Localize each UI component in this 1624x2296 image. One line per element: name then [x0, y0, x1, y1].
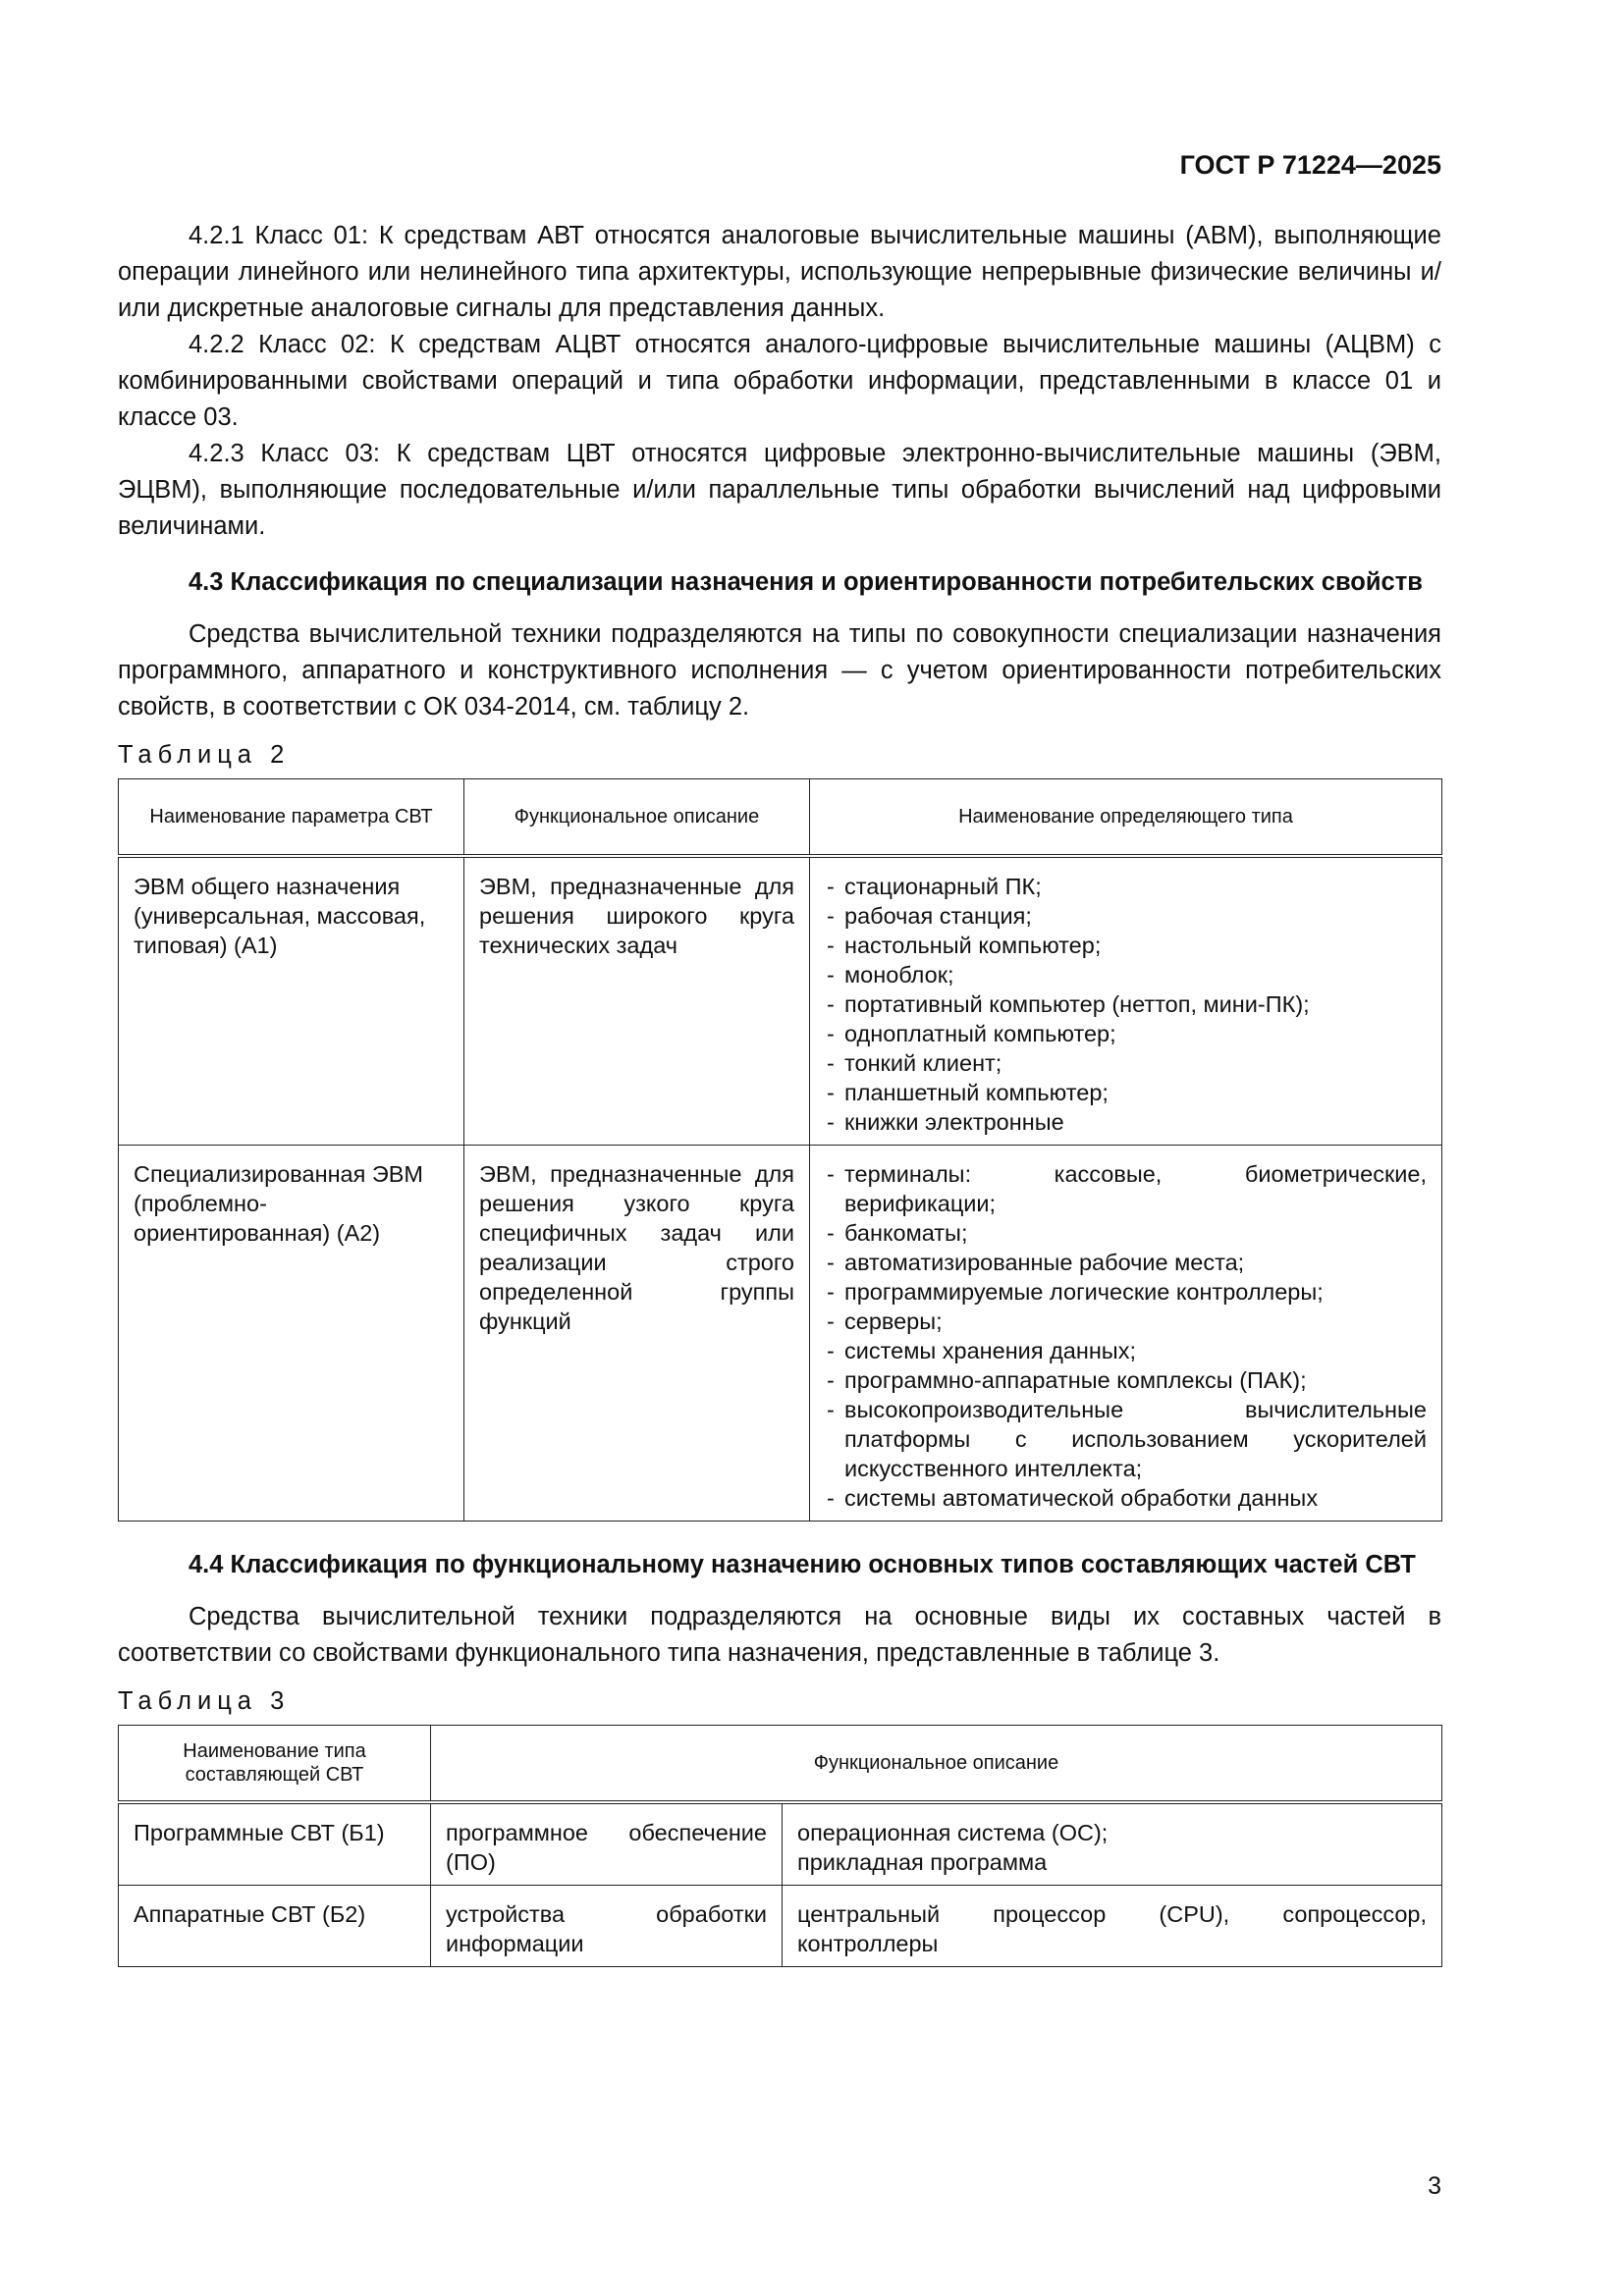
page-number: 3: [1428, 2172, 1441, 2200]
table-2-row1-description: ЭВМ, предназначенные для решения широкого круга технических задач: [464, 856, 810, 1146]
table-3-row2-name: Аппаратные СВТ (Б2): [119, 1885, 431, 1966]
list-item: - системы хранения данных;: [825, 1336, 1427, 1365]
list-item: - программно-аппаратные комплексы (ПАК);: [825, 1365, 1427, 1395]
type-list: [825, 1159, 1427, 1513]
table-3-row2-category: устройства обработки информации: [431, 1885, 783, 1966]
table-2-caption: Таблица 2: [118, 741, 291, 769]
type-list: [825, 872, 1427, 1137]
section-4-3-text: Средства вычислительной техники подразделяются на типы по совокупности специализации назначения программного, аппаратного и конструктивного исполнения — с учетом ориентированности потребительских свойств, в соответствии с ОК 034-2014, см. таблицу 2.: [118, 620, 1441, 721]
paragraph-4-2-1: 4.2.1 Класс 01: К средствам АВТ относятся аналоговые вычислительные машины (АВМ), выполняющие операции линейного или нелинейного типа архитектуры, использующие непрерывные физические величины и/или дискретные аналоговые сигналы для представления данных.: [118, 222, 1441, 322]
list-item: операционная система (ОС);: [797, 1819, 1109, 1845]
list-item: - банкоматы;: [825, 1218, 1427, 1248]
table-2-header-param: Наименование параметра СВТ: [119, 779, 464, 856]
list-item: - настольный компьютер;: [825, 931, 1427, 960]
list-item: - тонкий клиент;: [825, 1048, 1427, 1078]
table-2-row2-types: [810, 1145, 1442, 1521]
page-content: [118, 218, 1441, 1967]
table-3-header-name: Наименование типа составляющей СВТ: [119, 1725, 431, 1802]
list-item: - планшетный компьютер;: [825, 1078, 1427, 1107]
table-2-header-description: Функциональное описание: [464, 779, 810, 856]
table-2-row1-name: ЭВМ общего назначения (универсальная, массовая, типовая) (А1): [119, 856, 464, 1146]
table-2-row2-name: Специализированная ЭВМ (проблемно-ориентированная) (А2): [119, 1145, 464, 1521]
table-row: [119, 1145, 1442, 1521]
section-4-4-heading: 4.4 Классификация по функциональному назначению основных типов составляющих частей СВТ: [189, 1550, 1416, 1578]
table-3-header-description: Функциональное описание: [431, 1725, 1442, 1802]
list-item: прикладная программа: [797, 1848, 1048, 1875]
table-row: [119, 856, 1442, 1146]
list-item: - моноблок;: [825, 960, 1427, 989]
table-3-caption: Таблица 3: [118, 1686, 291, 1715]
list-item: - терминалы: кассовые, биометрические, верификации;: [825, 1159, 1427, 1218]
table-3-row1-items: [783, 1802, 1442, 1886]
table-2-header-type: Наименование определяющего типа: [810, 779, 1442, 856]
table-3: [118, 1725, 1442, 1967]
table-row: [119, 1802, 1442, 1886]
table-3-row1-category: программное обеспечение (ПО): [431, 1802, 783, 1886]
section-4-3-heading: 4.3 Классификация по специализации назначения и ориентированности потребительских свойств: [189, 568, 1423, 596]
list-item: - книжки электронные: [825, 1107, 1427, 1137]
list-item: - системы автоматической обработки данных: [825, 1483, 1427, 1513]
list-item: - стационарный ПК;: [825, 872, 1427, 901]
list-item: - программируемые логические контроллеры;: [825, 1277, 1427, 1307]
list-item: центральный процессор (CPU), сопроцессор, контроллеры: [797, 1900, 1428, 1956]
table-header-row: [119, 1725, 1442, 1802]
table-2-row1-types: [810, 856, 1442, 1146]
paragraph-4-2-2: 4.2.2 Класс 02: К средствам АЦВТ относятся аналого-цифровые вычислительные машины (АЦВМ) с комбинированными свойствами операций и типа обработки информации, представленными в классе 01 и классе 03.: [118, 331, 1441, 431]
table-row: [119, 1885, 1442, 1966]
table-header-row: [119, 779, 1442, 856]
table-2-row2-description: ЭВМ, предназначенные для решения узкого круга специфичных задач или реализации строго определенной группы функций: [464, 1145, 810, 1521]
table-3-row2-items: [783, 1885, 1442, 1966]
list-item: - рабочая станция;: [825, 901, 1427, 931]
list-item: - серверы;: [825, 1307, 1427, 1336]
list-item: - портативный компьютер (неттоп, мини-ПК);: [825, 989, 1427, 1019]
list-item: - автоматизированные рабочие места;: [825, 1248, 1427, 1277]
list-item: - высокопроизводительные вычислительные платформы с использованием ускорителей искусственного интеллекта;: [825, 1395, 1427, 1483]
section-4-4-text: Средства вычислительной техники подразделяются на основные виды их составных частей в соответствии со свойствами функционального типа назначения, представленные в таблице 3.: [118, 1602, 1441, 1667]
table-3-row1-name: Программные СВТ (Б1): [119, 1802, 431, 1886]
list-item: - одноплатный компьютер;: [825, 1019, 1427, 1048]
table-2: [118, 778, 1442, 1522]
document-code-header: ГОСТ Р 71224—2025: [1179, 150, 1441, 180]
paragraph-4-2-3: 4.2.3 Класс 03: К средствам ЦВТ относятся цифровые электронно-вычислительные машины (ЭВМ, ЭЦВМ), выполняющие последовательные и/или параллельные типы обработки вычислений над цифровыми величинами.: [118, 440, 1441, 540]
